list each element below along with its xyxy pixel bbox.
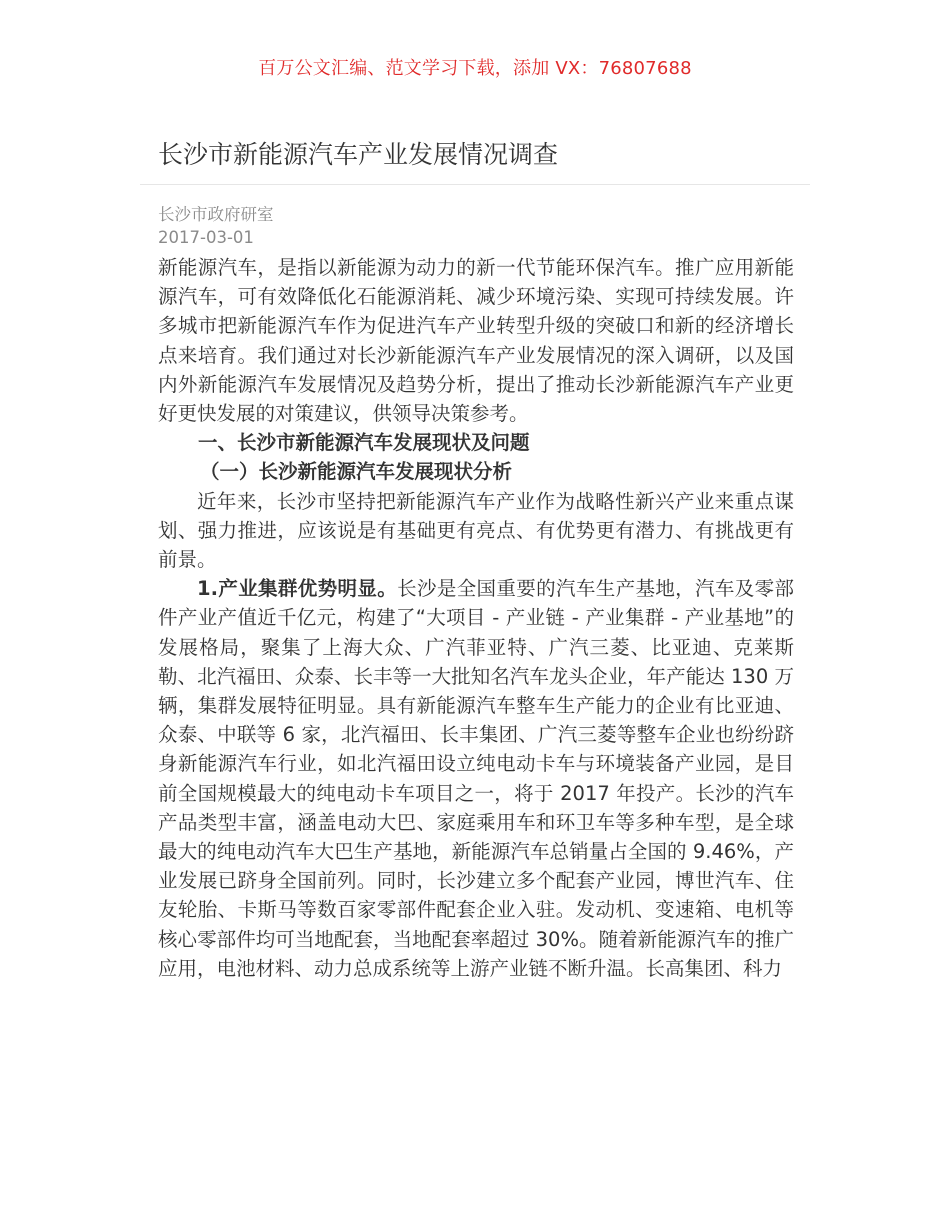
section-heading: 一、长沙市新能源汽车发展现状及问题 <box>198 431 530 455</box>
title-divider <box>140 184 810 185</box>
intro-paragraph: 新能源汽车，是指以新能源为动力的新一代节能环保汽车。推广应用新能源汽车，可有效降低化石能源消耗、减少环境污染、实现可持续发展。许多城市把新能源汽车作为促进汽车产业转型升级的突破口和新的经济增长点来培育。我们通过对长沙新能源汽车产业发展情况的深入调研，以及国内外新能源汽车发展情况及趋势分析，提出了推动长沙新能源汽车产业更好更快发展的对策建议，供领导决策参考。 <box>158 256 794 426</box>
article-title: 长沙市新能源汽车产业发展情况调查 <box>158 140 559 169</box>
promo-banner: 百万公文汇编、范文学习下载，添加 VX：76807688 <box>258 58 692 79</box>
point-paragraph <box>158 574 794 983</box>
article-author: 长沙市政府研室 <box>158 205 274 224</box>
article-body <box>158 253 794 983</box>
point-body: 长沙是全国重要的汽车生产基地，汽车及零部件产业产值近千亿元，构建了“大项目 - 产业链 - 产业集群 - 产业基地”的发展格局，聚集了上海大众、广汽菲亚特、广汽三菱、比亚迪、克莱斯勒、北汽福田、众泰、长丰等一大批知名汽车龙头企业，年产能达 130 万辆，集群发展特征明显。具有新能源汽车整车生产能力的企业有比亚迪、众泰、中联等 6 家，北汽福田、长丰集团、广汽三菱等整车企业也纷纷跻身新能源汽车行业，如北汽福田设立纯电动卡车与环境装备产业园，是目前全国规模最大的纯电动卡车项目之一，将于 2017 年投产。长沙的汽车产品类型丰富，涵盖电动大巴、家庭乘用车和环卫车等多种车型，是全球最大的纯电动汽车大巴生产基地，新能源汽车总销量占全国的 9.46%，产业发展已跻身全国前列。同时，长沙建立多个配套产业园，博世汽车、住友轮胎、卡斯马等数百家零部件配套企业入驻。发动机、变速箱、电机等核心零部件均可当地配套，当地配套率超过 30%。随着新能源汽车的推广应用，电池材料、动力总成系统等上游产业链不断升温。长高集团、科力 <box>158 577 794 980</box>
overview-paragraph: 近年来，长沙市坚持把新能源汽车产业作为战略性新兴产业来重点谋划、强力推进，应该说是有基础更有亮点、有优势更有潜力、有挑战更有前景。 <box>158 489 794 572</box>
subsection-heading: （一）长沙新能源汽车发展现状分析 <box>200 460 513 484</box>
article-date: 2017-03-01 <box>158 228 254 247</box>
point-lead: 1.产业集群优势明显。 <box>197 577 398 601</box>
